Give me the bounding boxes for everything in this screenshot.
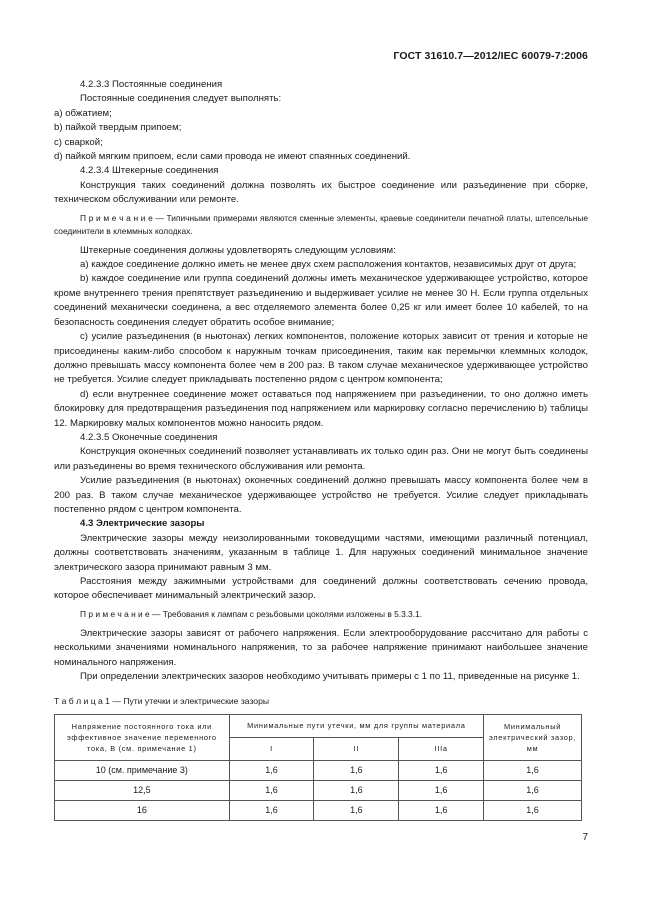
table-cell: 1,6 <box>314 760 399 780</box>
list-item: а) обжатием; <box>54 107 112 119</box>
note-text: — Типичными примерами являются сменные элементы, краевые соединители печатной платы, штепсельные соединители в клеммных колодках. <box>54 212 588 236</box>
table-row <box>55 780 582 800</box>
table-header-clearance: Минимальный электрический зазор, мм <box>484 714 582 760</box>
paragraph: При определении электрических зазоров необходимо учитывать примеры с 1 по 11, приведенные на рисунке 1. <box>80 671 580 683</box>
paragraph: Электрические зазоры зависят от рабочего напряжения. Если электрооборудование рассчитано для работы с несколькими значениями номинального напряжения, то за рабочее напряжение принимают наибольшее значение номинального напряжения. <box>54 627 588 668</box>
paragraph: Усилие разъединения (в ньютонах) оконечных соединений должно превышать массу компонента более чем в 200 раз. В таком случае механическое удерживающее устройство не требуется. Усилие следует прикладывать постепенно рядом с центром компонента. <box>54 475 588 515</box>
table-header-creepage: Минимальные пути утечки, мм для группы материала <box>229 714 483 737</box>
table-cell: 1,6 <box>399 780 484 800</box>
subsection-heading: 4.2.3.5 Оконечные соединения <box>80 431 218 443</box>
table-caption-label: Т а б л и ц а <box>54 696 103 707</box>
table-cell: 1,6 <box>229 780 314 800</box>
list-item: d) если внутреннее соединение может оставаться под напряжением при разъединении, то оно должно иметь блокировку для предотвращения разъединения под напряжением или маркировку согласно перечислению b) таблицы 12. Маркировку малых компонентов можно наносить рядом. <box>54 388 588 429</box>
table-cell: 1,6 <box>484 760 582 780</box>
note-label: П р и м е ч а н и е <box>80 608 150 619</box>
table-cell: 1,6 <box>314 800 399 820</box>
table-caption-text: 1 — Пути утечки и электрические зазоры <box>102 696 270 707</box>
paragraph: Электрические зазоры между неизолированными токоведущими частями, имеющими различный потенциал, должны соответствовать значениям, указанным в таблице 1. Для наружных соединений минимальное значение электрического зазора принимают равным 3 мм. <box>54 532 588 573</box>
table-cell: 1,6 <box>399 760 484 780</box>
section-heading: 4.3 Электрические зазоры <box>80 518 205 530</box>
table-cell: 12,5 <box>55 780 230 800</box>
list-item: c) сваркой; <box>54 136 103 148</box>
table-row <box>55 760 582 780</box>
list-item: b) пайкой твердым припоем; <box>54 122 182 134</box>
note <box>54 608 588 621</box>
paragraph: Штекерные соединения должны удовлетворять следующим условиям: <box>80 244 396 256</box>
table-cell: 1,6 <box>484 780 582 800</box>
table-header-voltage: Напряжение постоянного тока или эффективное значение переменного тока, В (см. примечание 1) <box>55 714 230 760</box>
paragraph: Постоянные соединения следует выполнять: <box>80 93 282 105</box>
table-cell: 1,6 <box>484 800 582 820</box>
table-cell: 1,6 <box>399 800 484 820</box>
table-subheader: II <box>314 737 399 760</box>
table-cell: 10 (см. примечание 3) <box>55 760 230 780</box>
table-cell: 1,6 <box>229 800 314 820</box>
list-item: b) каждое соединение или группа соединений должны иметь механическое удерживающее устройство, которое кроме внутреннего трения препятствует разъединению и выдерживает усилие не менее 30 Н. Если группа отдельных соединений механически соединена, а вес отделяемого элемента более 0,25 кг или имеет более 10 кабелей, то на безопасность соединения следует обратить особое внимание; <box>54 273 588 328</box>
table-cell: 1,6 <box>314 780 399 800</box>
table-subheader: I <box>229 737 314 760</box>
table-cell: 1,6 <box>229 760 314 780</box>
note <box>54 212 588 238</box>
table-cell: 16 <box>55 800 230 820</box>
document-body <box>54 78 588 821</box>
paragraph: Расстояния между зажимными устройствами для соединений должны соответствовать сечению провода, которое обеспечивает минимальный электрический зазор. <box>54 576 588 602</box>
table-subheader: IIIa <box>399 737 484 760</box>
note-label: П р и м е ч а н и е <box>80 212 153 223</box>
list-item: а) каждое соединение должно иметь не менее двух схем расположения контактов, независимых друг от друга; <box>80 259 577 271</box>
subsection-heading: 4.2.3.4 Штекерные соединения <box>80 165 219 177</box>
note-text: — Требования к лампам с резьбовыми цоколями изложены в 5.3.3.1. <box>149 608 423 619</box>
paragraph: Конструкция оконечных соединений позволяет устанавливать их только один раз. Они не могут быть соединены или разъединены во время технического обслуживания или ремонта. <box>54 446 588 472</box>
list-item: c) усилие разъединения (в ньютонах) легких компонентов, положение которых зависит от трения и которые не присоединены каким-либо способом к наружным точкам присоединения, таким как перемычки клеммных колодок, должно превышать массу компонента более чем в 200 раз. В таком случае механическое удерживающее устройство не требуется. Усилие следует прикладывать постепенно рядом с центром компонента; <box>54 331 588 386</box>
subsection-heading: 4.2.3.3 Постоянные соединения <box>80 79 223 90</box>
table-caption <box>54 694 588 708</box>
list-item: d) пайкой мягким припоем, если сами провода не имеют спаянных соединений. <box>54 151 411 163</box>
creepage-clearance-table <box>54 714 582 821</box>
table-row <box>55 800 582 820</box>
document-header: ГОСТ 31610.7—2012/IEC 60079-7:2006 <box>393 50 588 62</box>
paragraph: Конструкция таких соединений должна позволять их быстрое соединение или разъединение при сборке, техническом обслуживании или ремонте. <box>54 179 588 206</box>
page-number: 7 <box>582 832 588 843</box>
